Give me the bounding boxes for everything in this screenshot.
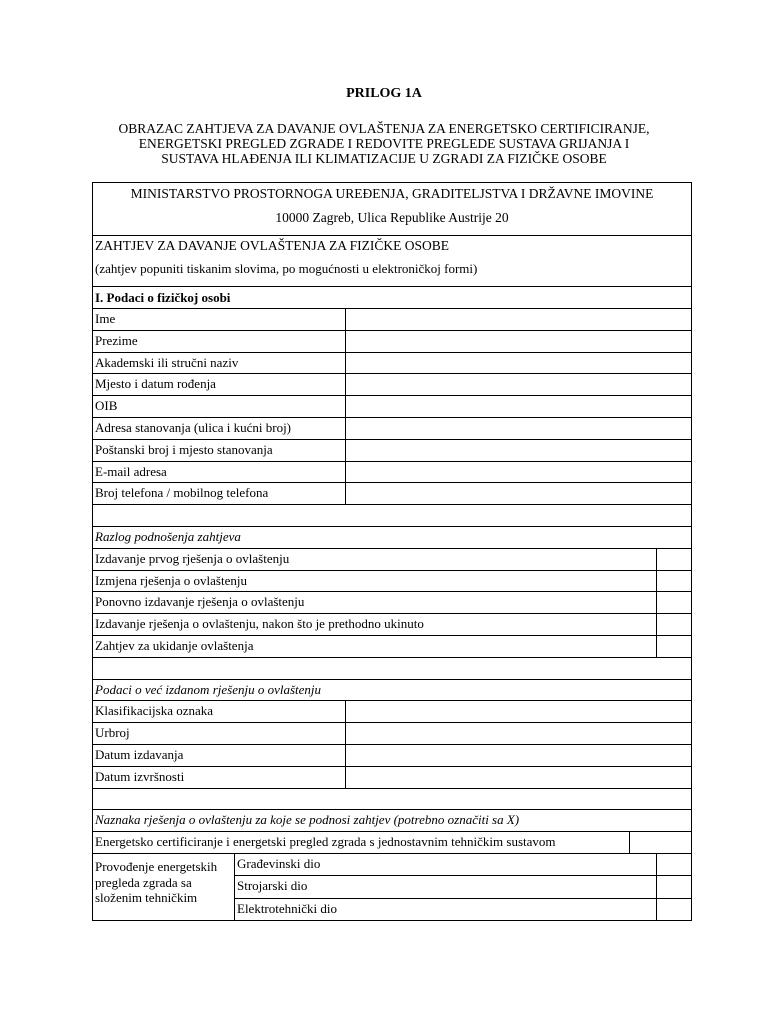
row-divider (92, 526, 692, 527)
section-heading-designation: Naznaka rješenja o ovlaštenju za koje se podnosi zahtjev (potrebno označiti sa X) (95, 812, 520, 828)
form-title (60, 121, 708, 166)
personal-field-label: Adresa stanovanja (ulica i kućni broj) (95, 420, 292, 435)
existing-field-value[interactable] (346, 767, 691, 787)
designation-part-checkbox[interactable] (657, 854, 691, 874)
personal-field-value[interactable] (346, 331, 691, 351)
row-divider (234, 898, 692, 899)
ministry-name: MINISTARSTVO PROSTORNOGA UREĐENJA, GRADITELJSTVA I DRŽAVNE IMOVINE (130, 186, 654, 201)
reason-option-label: Ponovno izdavanje rješenja o ovlaštenju (95, 594, 305, 610)
personal-field-value[interactable] (346, 483, 691, 503)
existing-field-label: Klasifikacijska oznaka (95, 703, 214, 719)
reason-option-checkbox[interactable] (657, 592, 691, 612)
designation-part-label: Strojarski dio (237, 878, 308, 894)
existing-field-value[interactable] (346, 745, 691, 765)
designation-part-label: Elektrotehnički dio (237, 900, 338, 916)
personal-field-label: OIB (95, 398, 118, 414)
column-divider (345, 308, 346, 504)
reason-option-label: Izdavanje rješenja o ovlaštenju, nakon što je prethodno ukinuto (95, 616, 424, 632)
column-divider (629, 831, 630, 853)
personal-field-label: Ime (95, 311, 116, 326)
reason-option-checkbox[interactable] (657, 636, 691, 656)
existing-field-label: Datum izvršnosti (95, 768, 185, 784)
designation-complex-label: pregleda zgrada sa (95, 874, 192, 890)
existing-field-value[interactable] (346, 701, 691, 721)
column-divider (345, 700, 346, 788)
request-note: (zahtjev popuniti tiskanim slovima, po mogućnosti u elektroničkoj formi) (95, 261, 478, 276)
ministry-address: 10000 Zagreb, Ulica Republike Austrije 20 (275, 210, 509, 225)
personal-field-value[interactable] (346, 418, 691, 438)
personal-field-label: Broj telefona / mobilnog telefona (95, 485, 269, 501)
reason-option-checkbox[interactable] (657, 571, 691, 591)
section-heading-personal: I. Podaci o fizičkoj osobi (95, 290, 231, 305)
reason-option-label: Izdavanje prvog rješenja o ovlaštenju (95, 550, 290, 566)
designation-part-checkbox[interactable] (657, 876, 691, 896)
personal-field-value[interactable] (346, 462, 691, 482)
form-title-line: ENERGETSKI PREGLED ZGRADE I REDOVITE PREGLEDE SUSTAVA GRIJANJA I (138, 136, 630, 151)
personal-field-label: Akademski ili stručni naziv (95, 354, 239, 370)
personal-field-value[interactable] (346, 396, 691, 416)
existing-field-label: Datum izdavanja (95, 747, 184, 762)
row-divider (234, 875, 692, 876)
form-title-line: OBRAZAC ZAHTJEVA ZA DAVANJE OVLAŠTENJA ZA ENERGETSKO CERTIFICIRANJE, (118, 121, 650, 136)
reason-option-label: Zahtjev za ukidanje ovlaštenja (95, 638, 254, 653)
row-divider (92, 657, 692, 658)
row-divider (92, 548, 692, 549)
row-divider (92, 570, 692, 571)
column-divider (234, 853, 235, 921)
row-divider (92, 788, 692, 789)
personal-field-value[interactable] (346, 309, 691, 329)
reason-option-label: Izmjena rješenja o ovlaštenju (95, 572, 247, 588)
designation-part-checkbox[interactable] (657, 899, 691, 919)
personal-field-label: E-mail adresa (95, 463, 167, 479)
row-divider (92, 613, 692, 614)
designation-complex-label: složenim tehničkim (95, 890, 198, 905)
reason-option-checkbox[interactable] (657, 549, 691, 569)
personal-field-label: Poštanski broj i mjesto stanovanja (95, 441, 273, 457)
section-heading-reason: Razlog podnošenja zahtjeva (95, 529, 241, 544)
reason-option-checkbox[interactable] (657, 614, 691, 634)
request-title: ZAHTJEV ZA DAVANJE OVLAŠTENJA ZA FIZIČKE OSOBE (95, 238, 450, 253)
designation-complex-label: Provođenje energetskih (95, 859, 218, 874)
personal-field-value[interactable] (346, 374, 691, 394)
row-divider (92, 635, 692, 636)
row-divider (92, 831, 692, 832)
column-divider (656, 853, 657, 921)
row-divider (92, 853, 692, 854)
row-divider (92, 286, 692, 287)
personal-field-label: Prezime (95, 332, 138, 348)
designation-part-label: Građevinski dio (237, 856, 321, 871)
row-divider (92, 235, 692, 236)
form-title-line: SUSTAVA HLAĐENJA ILI KLIMATIZACIJE U ZGRADI ZA FIZIČKE OSOBE (161, 151, 607, 166)
row-divider (92, 809, 692, 810)
column-divider (656, 548, 657, 657)
section-heading-existing: Podaci o već izdanom rješenju o ovlaštenju (95, 681, 322, 697)
personal-field-value[interactable] (346, 353, 691, 373)
designation-simple-label: Energetsko certificiranje i energetski pregled zgrada s jednostavnim tehničkim sustavom (95, 834, 556, 850)
page-title: PRILOG 1A (346, 86, 422, 101)
designation-simple-checkbox[interactable] (629, 832, 690, 852)
existing-field-value[interactable] (346, 723, 691, 743)
personal-field-label: Mjesto i datum rođenja (95, 376, 216, 392)
existing-field-label: Urbroj (95, 725, 130, 741)
row-divider (92, 591, 692, 592)
row-divider (92, 504, 692, 505)
personal-field-value[interactable] (346, 440, 691, 460)
row-divider (92, 679, 692, 680)
